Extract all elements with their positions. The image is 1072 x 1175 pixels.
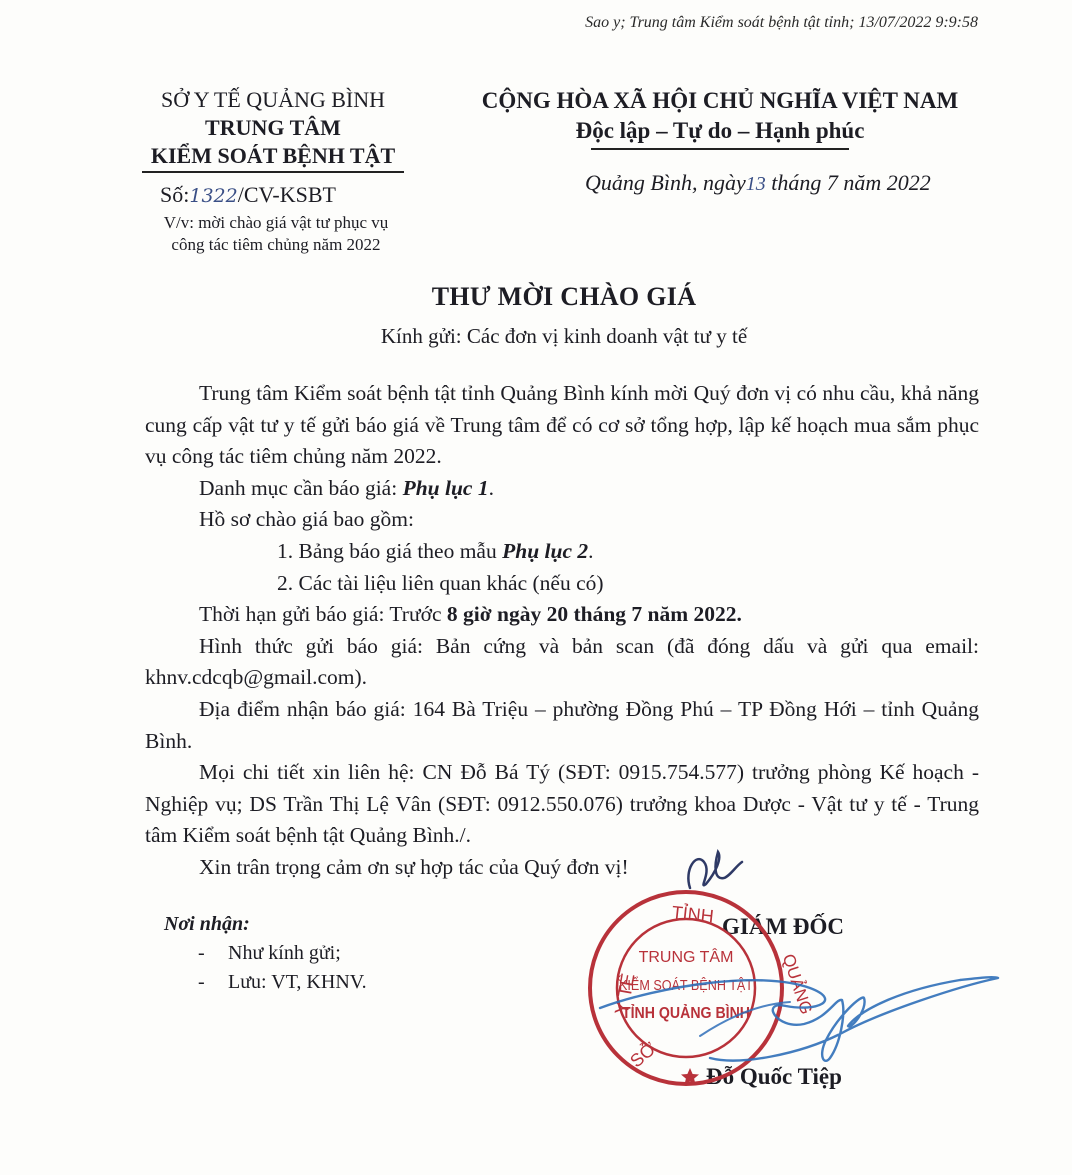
dossier-item-1 — [145, 536, 979, 568]
letter-body — [145, 378, 979, 884]
catalog-label: Danh mục cần báo giá: — [199, 475, 403, 500]
recipients-block — [164, 910, 367, 997]
body-paragraph-dossier: Hồ sơ chào giá bao gồm: — [199, 507, 414, 532]
seal-center-line1: TRUNG TÂM — [638, 949, 734, 966]
recipient-line: Kính gửi: Các đơn vị kinh doanh vật tư y tế — [380, 324, 748, 348]
subject-line1: V/v: mời chào giá vật tư phục vụ — [163, 213, 389, 232]
body-paragraph-intro: Trung tâm Kiểm soát bệnh tật tỉnh Quảng Bình kính mời Quý đơn vị có nhu cầu, khả năng cung cấp vật tư y tế gửi báo giá về Trung tâm để có cơ sở tổng hợp, lập kế hoạch mua sắm phục vụ công tác tiêm chủng năm 2022. — [145, 381, 979, 469]
nation-name: CỘNG HÒA XÃ HỘI CHỦ NGHĨA VIỆT NAM — [481, 88, 959, 113]
deadline-value: 8 giờ ngày 20 tháng 7 năm 2022. — [446, 602, 742, 627]
dossier-item-1-label: 1. Bảng báo giá theo mẫu — [277, 538, 503, 563]
body-paragraph-submission-method: Hình thức gửi báo giá: Bản cứng và bản scan (đã đóng dấu và gửi qua email: khnv.cdcqb@gmail.com). — [145, 633, 979, 690]
national-motto: Độc lập – Tự do – Hạnh phúc — [575, 118, 865, 143]
dossier-item-2: 2. Các tài liệu liên quan khác (nếu có) — [277, 570, 604, 595]
signer-position: GIÁM ĐỐC — [722, 914, 845, 939]
date-suffix: tháng 7 năm 2022 — [771, 170, 931, 195]
national-header — [440, 86, 1000, 150]
number-suffix: /CV-KSBT — [237, 182, 336, 207]
unit-name-line1: TRUNG TÂM — [205, 115, 341, 140]
signature-mark — [600, 977, 998, 1061]
deadline-label: Thời hạn gửi báo giá: Trước — [199, 602, 447, 627]
seal-center-line2: KIỂM SOÁT BỆNH TẬT — [619, 977, 779, 994]
document-number — [160, 182, 336, 208]
document-subject — [140, 212, 412, 256]
parent-agency: SỞ Y TẾ QUẢNG BÌNH — [160, 87, 386, 112]
list-item: - Lưu: VT, KHNV. — [198, 971, 367, 993]
number-prefix: Số: — [160, 182, 190, 207]
signer-name: Đỗ Quốc Tiệp — [706, 1064, 842, 1089]
catalog-end: . — [488, 475, 494, 500]
dossier-item-1-end: . — [588, 538, 594, 563]
date-prefix: Quảng Bình, ngày — [585, 170, 746, 195]
list-item: - Như kính gửi; — [198, 942, 341, 964]
issuing-agency-header — [128, 86, 418, 173]
recipients-label: Nơi nhận: — [164, 913, 250, 935]
seal-star-icon — [681, 1068, 699, 1085]
seal-center-line3: TỈNH QUẢNG BÌNH — [622, 1005, 767, 1022]
seal-ring-bottom: SỞ — [626, 1038, 661, 1072]
catalog-appendix: Phụ lục 1 — [402, 475, 489, 500]
seal-ring-left: Y TẾ — [611, 971, 640, 1017]
copy-certification-note: Sao y; Trung tâm Kiểm soát bệnh tật tỉnh; 13/07/2022 9:9:58 — [585, 14, 978, 31]
date-day-handwritten: 13 — [745, 173, 766, 195]
seal-ring-right: QUẢNG — [778, 951, 817, 1017]
seal-ring-top: TỈNH — [670, 902, 715, 927]
body-paragraph-contact: Mọi chi tiết xin liên hệ: CN Đỗ Bá Tý (SĐT: 0915.754.577) trưởng phòng Kế hoạch - Nghiệp vụ; DS Trần Thị Lệ Vân (SĐT: 0912.550.076) trưởng khoa Dược - Vật tư y tế - Trung tâm Kiểm soát bệnh tật Quảng Bình./. — [145, 760, 979, 848]
body-paragraph-catalog — [145, 473, 979, 505]
body-paragraph-deadline — [145, 599, 979, 631]
place-and-date — [585, 170, 931, 196]
subject-line2: công tác tiêm chủng năm 2022 — [171, 235, 381, 254]
body-paragraph-thanks: Xin trân trọng cảm ơn sự hợp tác của Quý đơn vị! — [199, 854, 629, 879]
dossier-item-1-appendix: Phụ lục 2 — [502, 538, 589, 563]
document-title: THƯ MỜI CHÀO GIÁ — [431, 282, 697, 311]
header-underline — [142, 171, 404, 173]
number-handwritten: 1322 — [189, 185, 238, 207]
body-paragraph-address: Địa điểm nhận báo giá: 164 Bà Triệu – phường Đồng Phú – TP Đồng Hới – tỉnh Quảng Bình. — [145, 696, 979, 753]
motto-underline — [591, 148, 849, 150]
unit-name-line2: KIỂM SOÁT BỆNH TẬT — [150, 143, 396, 168]
